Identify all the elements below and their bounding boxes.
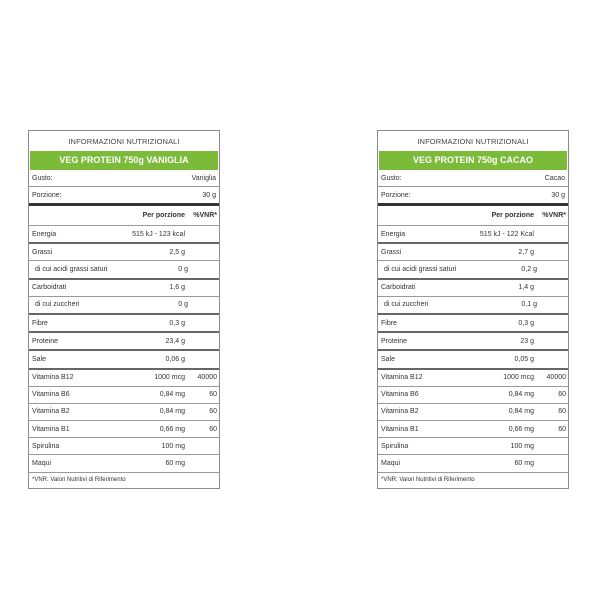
nutrient-label: Spirulina — [32, 442, 60, 450]
nutrient-label: Vitamina B12 — [381, 374, 423, 382]
nutrient-row — [378, 454, 568, 471]
nutrient-label: Vitamina B6 — [381, 391, 419, 399]
nutrient-value: 1000 mcg — [154, 374, 185, 382]
meta-label: Gusto: — [32, 174, 53, 182]
nutrient-value: 1,4 g — [518, 284, 534, 292]
nutrient-vnr: 40000 — [546, 374, 566, 382]
nutrient-vnr: 60 — [558, 408, 566, 416]
nutrient-label: Energia — [381, 230, 406, 238]
nutrient-row — [378, 349, 568, 367]
nutrient-label: Vitamina B2 — [381, 408, 419, 416]
vnr-header: %VNR* — [542, 212, 566, 219]
footnote: *VNR: Valori Nutritivi di Riferimento — [378, 472, 568, 488]
nutrient-row — [29, 260, 219, 277]
nutrient-vnr: 60 — [558, 391, 566, 399]
nutrient-row — [29, 349, 219, 367]
nutrient-row — [29, 403, 219, 420]
nutrient-vnr: 40000 — [197, 374, 217, 382]
meta-value: Vaniglia — [191, 174, 216, 182]
meta-label: Porzione: — [381, 191, 411, 199]
nutrient-value: 0,84 mg — [508, 391, 534, 399]
nutrient-row — [378, 296, 568, 313]
nutrient-label: di cui zuccheri — [35, 301, 80, 309]
nutrient-value: 2,7 g — [518, 248, 534, 256]
nutrient-value: 0,2 g — [521, 265, 537, 273]
nutrient-value: 100 mg — [510, 442, 534, 450]
nutrition-panel-vaniglia — [28, 130, 220, 489]
meta-row-porzione — [29, 186, 219, 203]
nutrient-row — [378, 313, 568, 331]
nutrient-value: 23 g — [520, 337, 534, 345]
meta-row-gusto — [29, 170, 219, 186]
nutrient-label: di cui zuccheri — [384, 301, 429, 309]
nutrient-value: 0 g — [178, 265, 188, 273]
nutrient-value: 1000 mcg — [503, 374, 534, 382]
nutrient-label: Vitamina B1 — [381, 425, 419, 433]
nutrient-row — [378, 420, 568, 437]
meta-value: Cacao — [544, 174, 565, 182]
nutrient-row — [378, 242, 568, 260]
per-portion-header: Per porzione — [142, 212, 185, 219]
nutrient-row — [29, 420, 219, 437]
nutrient-row — [378, 437, 568, 454]
nutrient-label: Spirulina — [381, 442, 409, 450]
nutrient-value: 0,84 mg — [508, 408, 534, 416]
nutrient-vnr: 60 — [558, 425, 566, 433]
meta-value: 30 g — [551, 191, 565, 199]
footnote: *VNR: Valori Nutritivi di Riferimento — [29, 472, 219, 488]
nutrient-value: 0,3 g — [169, 319, 185, 327]
nutrient-vnr: 60 — [209, 391, 217, 399]
meta-label: Gusto: — [381, 174, 402, 182]
nutrient-row — [378, 260, 568, 277]
meta-value: 30 g — [202, 191, 216, 199]
nutrient-label: Sale — [381, 355, 396, 363]
nutrient-row — [29, 225, 219, 242]
per-portion-header: Per porzione — [491, 212, 534, 219]
nutrient-label: Fibre — [381, 319, 397, 327]
nutrient-label: Vitamina B12 — [32, 374, 74, 382]
nutrient-row — [378, 386, 568, 403]
nutrient-value: 0,66 mg — [159, 425, 185, 433]
nutrient-label: Carboidrati — [381, 284, 416, 292]
nutrient-label: Maqui — [32, 460, 52, 468]
nutrient-value: 0,06 g — [165, 355, 185, 363]
nutrient-label: di cui acidi grassi saturi — [384, 265, 457, 273]
meta-row-porzione — [378, 186, 568, 203]
nutrient-label: Maqui — [381, 460, 401, 468]
nutrient-row — [29, 386, 219, 403]
nutrient-row — [378, 225, 568, 242]
nutrient-label: Vitamina B6 — [32, 391, 70, 399]
nutrient-value: 0,84 mg — [159, 391, 185, 399]
nutrient-row — [378, 403, 568, 420]
panel-heading: INFORMAZIONI NUTRIZIONALI — [417, 137, 529, 146]
nutrient-rows — [29, 225, 219, 472]
nutrient-label: di cui acidi grassi saturi — [35, 265, 108, 273]
nutrient-row — [29, 242, 219, 260]
nutrient-value: 100 mg — [161, 442, 185, 450]
nutrient-value: 60 mg — [514, 460, 534, 468]
column-header-row — [29, 203, 219, 225]
nutrient-vnr: 60 — [209, 425, 217, 433]
nutrient-label: Grassi — [32, 248, 53, 256]
nutrient-value: 23,4 g — [165, 337, 185, 345]
nutrient-value: 0,3 g — [518, 319, 534, 327]
nutrient-value: 0,1 g — [521, 301, 537, 309]
nutrient-label: Grassi — [381, 248, 402, 256]
nutrient-label: Energia — [32, 230, 57, 238]
nutrient-label: Vitamina B2 — [32, 408, 70, 416]
nutrient-label: Carboidrati — [32, 284, 67, 292]
nutrient-label: Vitamina B1 — [32, 425, 70, 433]
nutrient-value: 515 kJ - 122 Kcal — [479, 230, 534, 238]
nutrient-label: Sale — [32, 355, 47, 363]
nutrient-row — [378, 368, 568, 386]
nutrient-vnr: 60 — [209, 408, 217, 416]
nutrition-panel-cacao — [377, 130, 569, 489]
nutrient-label: Proteine — [381, 337, 408, 345]
column-header-row — [378, 203, 568, 225]
nutrient-value: 0,05 g — [514, 355, 534, 363]
nutrient-row — [29, 437, 219, 454]
vnr-header: %VNR* — [193, 212, 217, 219]
panel-heading: INFORMAZIONI NUTRIZIONALI — [68, 137, 180, 146]
product-title: VEG PROTEIN 750g VANIGLIA — [30, 151, 218, 170]
nutrient-row — [29, 313, 219, 331]
nutrient-value: 0,66 mg — [508, 425, 534, 433]
nutrient-value: 60 mg — [165, 460, 185, 468]
nutrient-row — [378, 331, 568, 349]
nutrient-value: 1,6 g — [169, 284, 185, 292]
nutrient-label: Fibre — [32, 319, 48, 327]
nutrient-rows — [378, 225, 568, 472]
nutrient-row — [29, 296, 219, 313]
meta-label: Porzione: — [32, 191, 62, 199]
nutrient-value: 0 g — [178, 301, 188, 309]
nutrient-value: 515 kJ - 123 kcal — [132, 230, 185, 238]
meta-row-gusto — [378, 170, 568, 186]
product-title: VEG PROTEIN 750g CACAO — [379, 151, 567, 170]
nutrient-row — [378, 278, 568, 296]
nutrient-value: 0,84 mg — [159, 408, 185, 416]
nutrient-label: Proteine — [32, 337, 59, 345]
nutrient-row — [29, 278, 219, 296]
nutrient-row — [29, 368, 219, 386]
nutrient-row — [29, 454, 219, 471]
nutrient-value: 2,5 g — [169, 248, 185, 256]
nutrient-row — [29, 331, 219, 349]
